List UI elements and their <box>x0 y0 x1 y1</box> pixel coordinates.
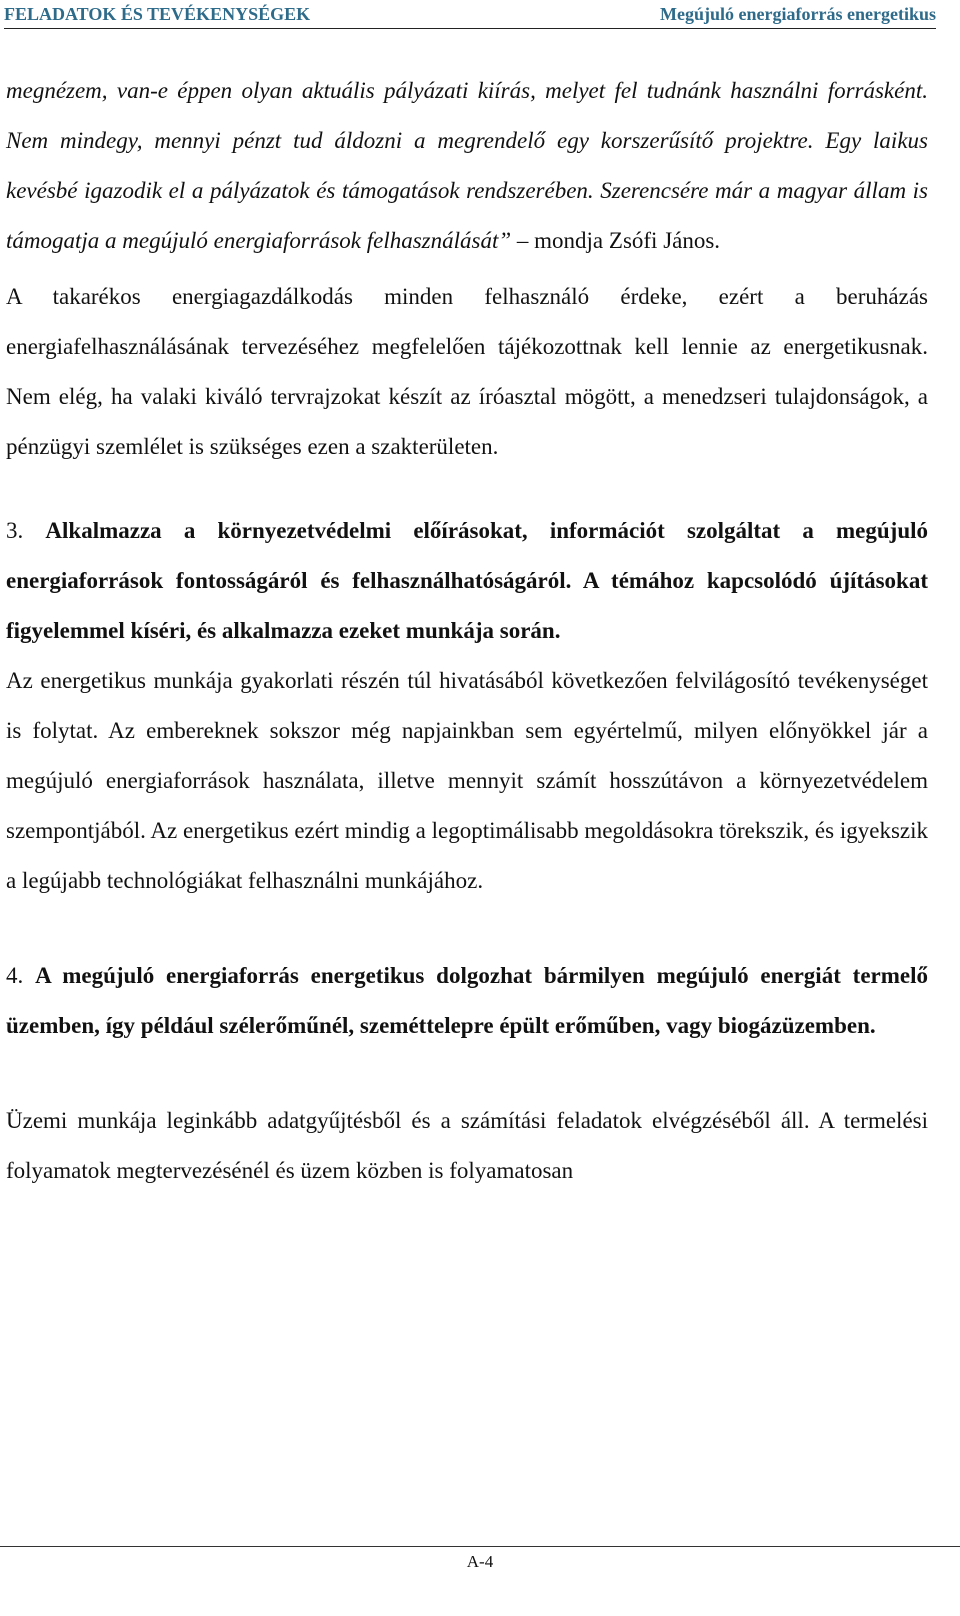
quote-text: megnézem, van-e éppen olyan aktuális pályázati kiírás, melyet fel tudnánk használni forrásként. Nem mindegy, mennyi pénzt tud áldozni a megrendelő egy korszerűsítő projektre. Egy laikus kevésbé igazodik el a pályázatok és támogatások rendszerében. Szerencsére már a magyar állam is támogatja a megújuló energiaforrások felhasználását” <box>6 78 928 253</box>
section-3-heading <box>6 506 928 656</box>
section-4-body: Üzemi munkája leginkább adatgyűjtésből és a számítási feladatok elvégzéséből áll. A termelési folyamatok megtervezésénél és üzem közben is folyamatosan <box>6 1108 928 1183</box>
quote-speaker: – mondja Zsófi János. <box>511 228 721 253</box>
page-header <box>4 0 936 29</box>
section-3-body: Az energetikus munkája gyakorlati részén túl hivatásából következően felvilágosító tevékenységet is folytat. Az embereknek sokszor még napjainkban sem egyértelmű, milyen előnyökkel jár a megújuló energiaforrások használata, illetve mennyit számít hosszútávon a környezetvédelem szempontjából. Az energetikus ezért mindig a legoptimálisabb megoldásokra törekszik, és igyekszik a legújabb technológiákat felhasználni munkájához. <box>6 668 928 893</box>
header-document-title: Megújuló energiaforrás energetikus <box>660 4 936 24</box>
section-4-heading <box>6 951 928 1051</box>
quote-paragraph <box>6 66 928 266</box>
page-number: A-4 <box>466 1552 494 1571</box>
page-content <box>6 66 928 1196</box>
section-4-number: 4. <box>6 963 36 988</box>
page-footer <box>0 1546 960 1575</box>
paragraph-1: A takarékos energiagazdálkodás minden felhasználó érdeke, ezért a beruházás energiafelhasználásának tervezéséhez megfelelően tájékozottnak kell lennie az energetikusnak. Nem elég, ha valaki kiváló tervrajzokat készít az íróasztal mögött, a menedzseri tulajdonságok, a pénzügyi szemlélet is szükséges ezen a szakterületen. <box>6 284 928 459</box>
header-section-title: FELADATOK ÉS TEVÉKENYSÉGEK <box>4 4 311 24</box>
section-3-number: 3. <box>6 518 46 543</box>
section-4-heading-text: A megújuló energiaforrás energetikus dolgozhat bármilyen megújuló energiát termelő üzemben, így például szélerőműnél, szeméttelepre épült erőműben, vagy biogázüzemben. <box>6 963 928 1038</box>
section-3-heading-text: Alkalmazza a környezetvédelmi előírásokat, információt szolgáltat a megújuló energiaforrások fontosságáról és felhasználhatóságáról. A témához kapcsolódó újításokat figyelemmel kíséri, és alkalmazza ezeket munkája során. <box>6 518 928 643</box>
